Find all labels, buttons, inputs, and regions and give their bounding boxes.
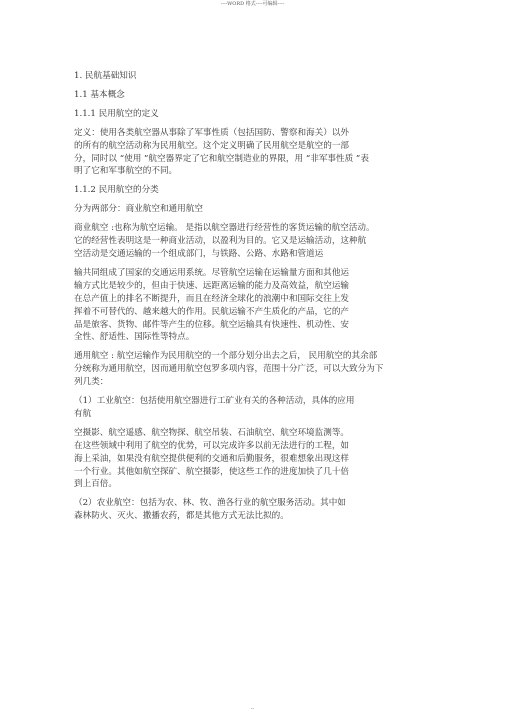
text-line: 在这些领域中利用了航空的优势，可以完成许多以前无法进行的工程，如 bbox=[74, 440, 350, 451]
text-line: 空活动是交通运输的一个组成部门，与铁路、公路、水路和管道运 bbox=[74, 248, 324, 259]
paragraph bbox=[74, 70, 446, 83]
text-line: 1.1.2 民用航空的分类 bbox=[74, 185, 159, 196]
text-line: 分，同时以 “使用 ”航空器界定了它和航空制造业的界限，用 “非军事性质 ”表 bbox=[74, 153, 369, 164]
text-line: 一个行业。其他如航空探矿、航空摄影，使这些工作的进度加快了几十倍 bbox=[74, 466, 350, 477]
paragraph bbox=[74, 395, 446, 421]
page-header: ----WORD 格式----可编辑---- bbox=[220, 1, 285, 7]
text-line: 分统称为通用航空，因而通用航空包罗多项内容，范围十分广泛，可以大致分为下 bbox=[74, 364, 384, 375]
text-line: 输方式比是较少的，但由于快速、远距离运输的能力及高效益，航空运输 bbox=[74, 280, 350, 291]
text-line: 1.1.1 民用航空的定义 bbox=[74, 108, 159, 119]
paragraph bbox=[74, 222, 446, 261]
text-line: 品是旅客、货物、邮件等产生的位移。航空运输具有快速性、机动性、安 bbox=[74, 319, 350, 330]
paragraph bbox=[74, 267, 446, 344]
text-line: 的所有的航空活动称为民用航空。这个定义明确了民用航空是航空的一部 bbox=[74, 140, 350, 151]
text-line: 有航 bbox=[74, 408, 92, 419]
text-line: 它的经营性表明这是一种商业活动，以盈利为目的。它又是运输活动，这种航 bbox=[74, 236, 367, 247]
text-line: 列几类： bbox=[74, 377, 109, 388]
paragraph bbox=[74, 184, 446, 197]
text-line: 空摄影、航空遥感、航空物探、航空吊装、石油航空、航空环境监测等。 bbox=[74, 427, 350, 438]
text-line: 在总产值上的排名不断提升，而且在经济全球化的浪潮中和国际交往上发 bbox=[74, 293, 350, 304]
text-line: 1.1 基本概念 bbox=[74, 89, 125, 100]
text-line: 定义：使用各类航空器从事除了军事性质（包括国防、警察和海关）以外 bbox=[74, 127, 350, 138]
paragraph bbox=[74, 89, 446, 102]
paragraph bbox=[74, 427, 446, 492]
document-body bbox=[74, 70, 446, 529]
text-line: （1）工业航空：包括使用航空器进行工矿业有关的各种活动，具体的应用 bbox=[74, 396, 355, 407]
text-line: 全性、舒适性、国际性等特点。 bbox=[74, 332, 195, 343]
text-line: 通用航空 : 航空运输作为民用航空的一个部分划分出去之后， 民用航空的其余部 bbox=[74, 351, 378, 362]
text-line: 明了它和军事航空的不同。 bbox=[74, 166, 178, 177]
paragraph bbox=[74, 108, 446, 121]
text-line: 挥着不可替代的、越来越大的作用。民航运输不产生质化的产品，它的产 bbox=[74, 306, 350, 317]
paragraph bbox=[74, 203, 446, 216]
text-line: 1. 民航基础知识 bbox=[74, 71, 137, 81]
paragraph bbox=[74, 127, 446, 179]
paragraph-gap bbox=[74, 523, 446, 529]
text-line: 森林防火、灭火、撒播农药，都是其他方式无法比拟的。 bbox=[74, 511, 289, 522]
text-line: 输共同组成了国家的交通运用系统。尽管航空运输在运输量方面和其他运 bbox=[74, 267, 350, 278]
text-line: （2）农业航空：包括为农、林、牧、渔各行业的航空服务活动。其中如 bbox=[74, 498, 346, 509]
text-line: 商业航空 :也称为航空运输。 是指以航空器进行经营性的客货运输的航空活动。 bbox=[74, 223, 375, 234]
text-line: 海上采油，如果没有航空提供便利的交通和后勤服务，很难想象出现这样 bbox=[74, 453, 350, 464]
paragraph bbox=[74, 497, 446, 523]
text-line: 分为两部分：商业航空和通用航空 bbox=[74, 204, 203, 215]
page-footer: -- bbox=[250, 706, 255, 712]
text-line: 到上百倍。 bbox=[74, 479, 117, 490]
paragraph bbox=[74, 350, 446, 389]
